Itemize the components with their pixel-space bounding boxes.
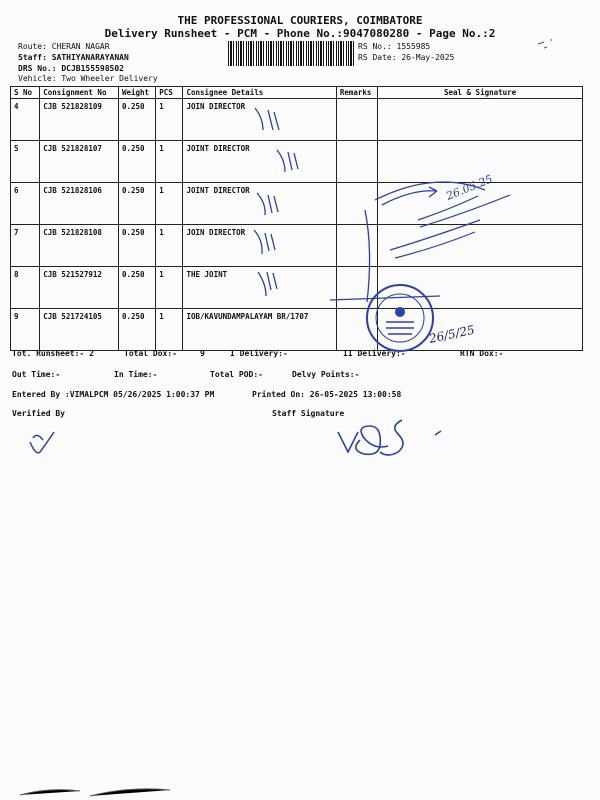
tick-marks	[254, 108, 485, 302]
consignment-cell: CJB 521828108	[40, 225, 119, 267]
staff-signature-label: Staff Signature	[272, 409, 345, 418]
verified-signature	[30, 432, 54, 453]
pcs-cell: 1	[156, 309, 183, 351]
vehicle-label: Vehicle: Two Wheeler Delivery	[18, 74, 158, 83]
col-consignment: Consignment No	[40, 87, 119, 99]
weight-cell: 0.250	[118, 183, 155, 225]
sno-cell: 4	[11, 99, 40, 141]
staff-signature-scrawl	[338, 420, 441, 455]
consignment-cell: CJB 521828106	[40, 183, 119, 225]
delvy-points: Delvy Points:-	[292, 370, 360, 379]
in-time: In Time:-	[114, 370, 158, 379]
weight-cell: 0.250	[118, 225, 155, 267]
col-remarks: Remarks	[336, 87, 377, 99]
staff-label: Staff: SATHIYANARAYANAN	[18, 53, 129, 62]
consignee-cell: JOINT DIRECTOR	[183, 141, 336, 183]
col-consignee: Consignee Details	[183, 87, 336, 99]
handwritten-short-date: 26/5/25	[427, 322, 476, 346]
pcs-cell: 1	[156, 225, 183, 267]
consignee-cell: IOB/KAVUNDAMPALAYAM BR/1707	[183, 309, 336, 351]
consignment-cell: CJB 521724105	[40, 309, 119, 351]
i-delivery: I Delivery:-	[230, 349, 288, 358]
route-label: Route: CHERAN NAGAR	[18, 42, 110, 51]
weight-cell: 0.250	[118, 267, 155, 309]
rs-date: RS Date: 26-May-2025	[358, 53, 455, 62]
delivery-bracket	[365, 182, 485, 302]
col-sno: S No	[11, 87, 40, 99]
sno-cell: 9	[11, 309, 40, 351]
verified-by: Verified By	[12, 409, 65, 418]
handwritten-date: 26.05.25	[444, 172, 495, 203]
company-title: THE PROFESSIONAL COURIERS, COIMBATORE	[177, 14, 423, 27]
total-pod: Total POD:-	[210, 370, 263, 379]
rtn-dox: RTN Dox:-	[460, 349, 504, 358]
consignee-cell: THE JOINT	[183, 267, 336, 309]
consignee-cell: JOIN DIRECTOR	[183, 99, 336, 141]
pcs-cell: 1	[156, 183, 183, 225]
sno-cell: 5	[11, 141, 40, 183]
pcs-cell: 1	[156, 99, 183, 141]
pcs-cell: 1	[156, 141, 183, 183]
tick-mark	[255, 108, 279, 130]
consignment-cell: CJB 521527912	[40, 267, 119, 309]
drs-label: DRS No.: DCJB155598502	[18, 64, 124, 73]
rs-number: RS No.: 1555985	[358, 42, 431, 51]
delivery-arrow	[382, 187, 437, 205]
weight-cell: 0.250	[118, 99, 155, 141]
sno-cell: 7	[11, 225, 40, 267]
weight-cell: 0.250	[118, 141, 155, 183]
consignee-cell: JOINT DIRECTOR	[183, 183, 336, 225]
total-dox-label: Total Dox:-	[124, 349, 177, 358]
runsheet-subtitle: Delivery Runsheet - PCM - Phone No.:9047080280 - Page No.:2	[104, 27, 496, 40]
total-dox-value: 9	[200, 349, 205, 358]
tick-mark	[254, 230, 275, 254]
col-seal-signature: Seal & Signature	[378, 87, 583, 99]
tot-runsheet: Tot. Runsheet:- 2	[12, 349, 94, 358]
pcs-cell: 1	[156, 267, 183, 309]
col-pcs: PCS	[156, 87, 183, 99]
consignee-cell: JOIN DIRECTOR	[183, 225, 336, 267]
tick-mark	[257, 193, 278, 215]
sno-cell: 8	[11, 267, 40, 309]
seal-stamp	[367, 285, 433, 351]
consignment-cell: CJB 521828107	[40, 141, 119, 183]
tick-mark	[277, 150, 298, 172]
sno-cell: 6	[11, 183, 40, 225]
printed-on: Printed On: 26-05-2025 13:00:58	[252, 390, 402, 399]
weight-cell: 0.250	[118, 309, 155, 351]
stray-marks	[20, 40, 552, 796]
ii-delivery: II Delivery:-	[343, 349, 406, 358]
tick-mark	[258, 272, 277, 296]
scribble-stamp	[390, 195, 510, 258]
entered-by: Entered By :VIMALPCM 05/26/2025 1:00:37 PM	[12, 390, 215, 399]
consignment-cell: CJB 521828109	[40, 99, 119, 141]
col-weight: Weight	[118, 87, 155, 99]
out-time: Out Time:-	[12, 370, 61, 379]
